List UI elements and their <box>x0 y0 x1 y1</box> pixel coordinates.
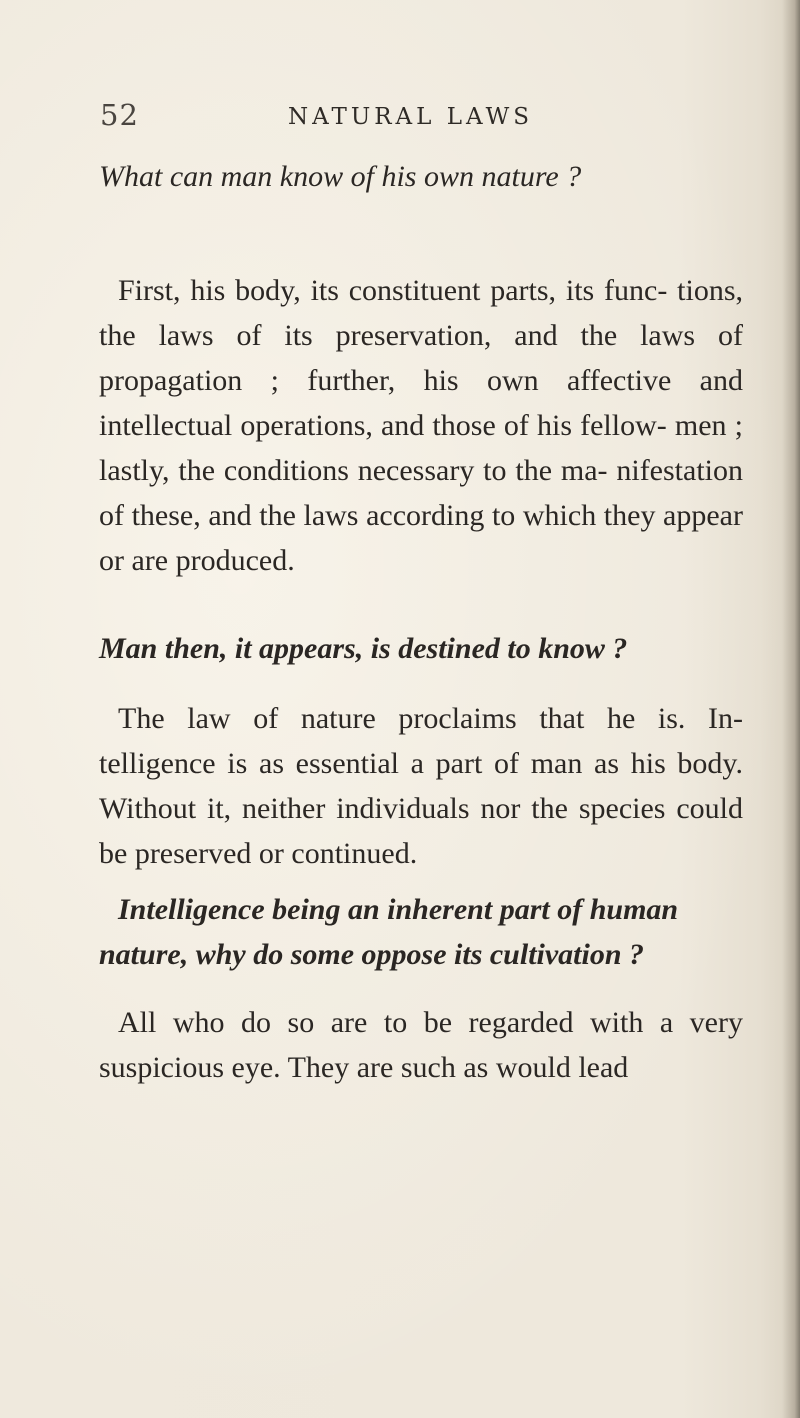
question-oppose-cultivation: Intelligence being an inherent part of human nature, why do some oppose its cultivation ? <box>99 893 679 971</box>
page-number: 52 <box>100 98 139 132</box>
answer-own-nature: First, his body, its constituent parts, its func- tions, the laws of its preservation, and the laws of propagation ; further, his own affective and intellectual operations, and those of his fellow- men ; lastly, the conditions necessary to the ma- nifestation of these, and the laws according to which they appear or are produced. <box>99 274 743 577</box>
question-destined-to-know: Man then, it appears, is destined to know ? <box>99 632 628 665</box>
page-edge-shadow <box>782 0 800 1418</box>
answer-destined-to-know: The law of nature proclaims that he is. In- telligence is as essential a part of man as his body. Without it, neither individuals nor the species could be preserved or continued. <box>99 702 743 870</box>
running-head: NATURAL LAWS <box>288 104 534 130</box>
question-own-nature: What can man know of his own nature ? <box>99 160 582 193</box>
answer-oppose-cultivation: All who do so are to be regarded with a very suspicious eye. They are such as would lead <box>99 1006 743 1084</box>
